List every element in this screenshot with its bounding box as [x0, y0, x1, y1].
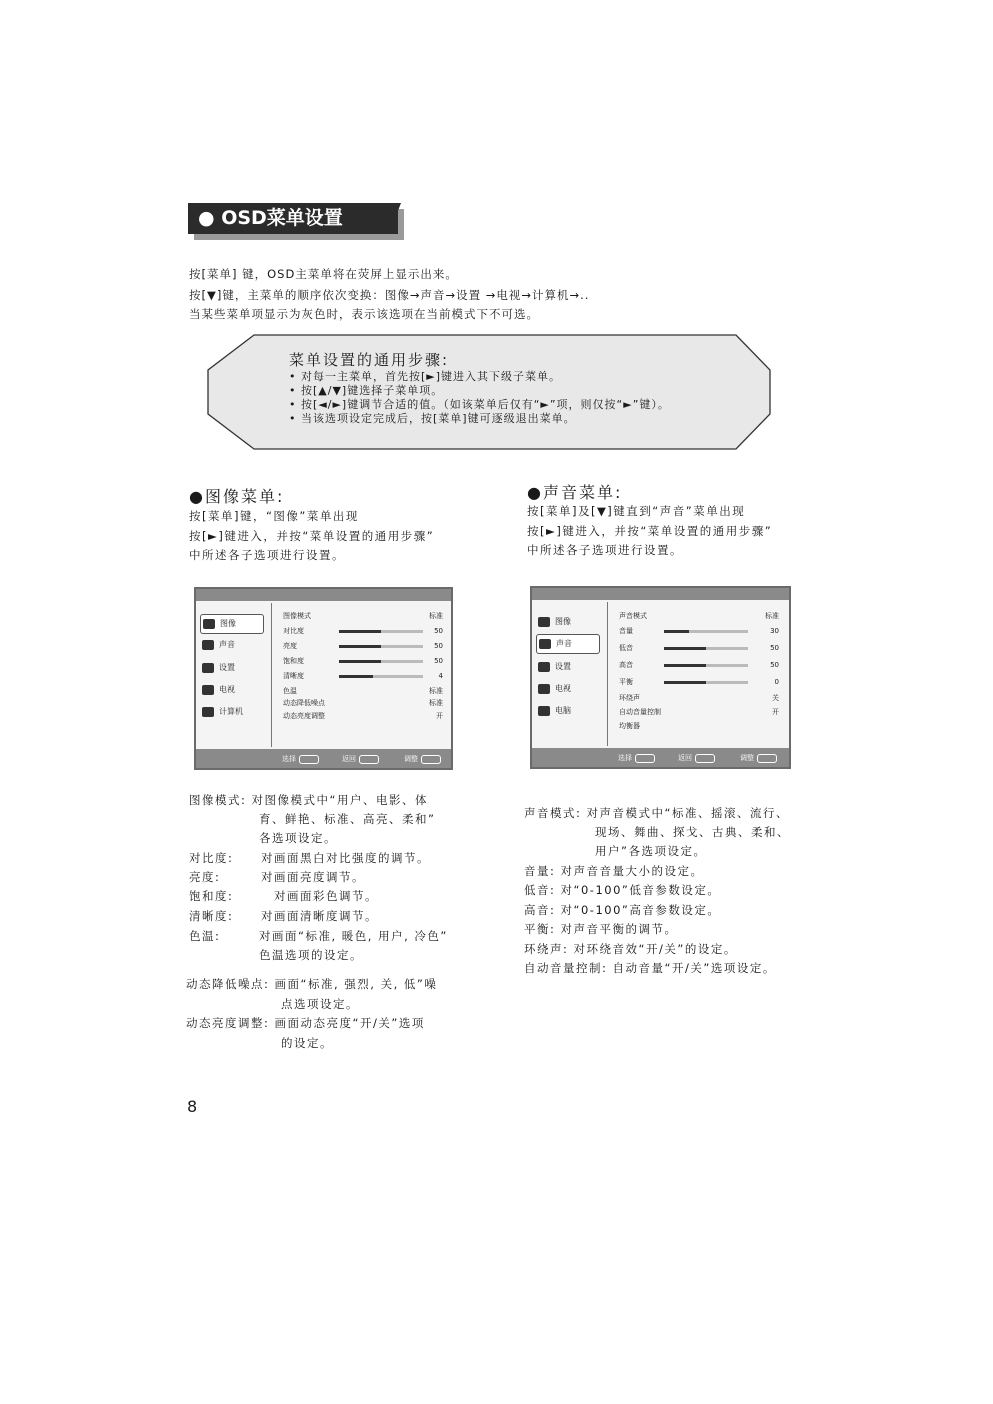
sound-desc-2: 现场、舞曲、探戈、古典、柔和、	[595, 825, 790, 839]
picture-line-3: 中所述各子选项进行设置。	[189, 548, 345, 562]
steps-title: 菜单设置的通用步骤:	[289, 351, 450, 369]
slider-track[interactable]	[339, 660, 423, 663]
sound-desc-8: 环绕声: 对环绕音效“开/关”的设定。	[524, 942, 737, 956]
footer-back[interactable]: 返回	[342, 752, 379, 766]
footer-select[interactable]: 选择	[618, 751, 655, 765]
slider-track[interactable]	[664, 630, 748, 633]
nav-settings[interactable]: 设置	[536, 658, 598, 676]
sound-line-2: 按[►]键进入，并按“菜单设置的通用步骤”	[527, 524, 773, 538]
computer-icon	[202, 707, 214, 717]
speaker-icon	[539, 639, 551, 649]
picture-desc-6: 亮度:	[189, 870, 221, 884]
step-3: • 按[◄/►]键调节合适的值。（如该菜单后仅有“►”项，则仅按“►”键）。	[289, 398, 670, 411]
slider-track[interactable]	[664, 664, 748, 667]
sound-menu-screen	[530, 586, 791, 769]
nav-computer[interactable]: 电脑	[536, 702, 598, 720]
slider-track[interactable]	[664, 647, 748, 650]
nav-settings[interactable]: 设置	[200, 659, 262, 677]
footer-back[interactable]: 返回	[678, 751, 715, 765]
picture-menu-screen	[194, 587, 453, 770]
intro-line-2: 按[▼]键，主菜单的顺序依次变换：图像→声音→设置 →电视→计算机→..	[189, 288, 590, 302]
menu-key-icon	[359, 755, 379, 764]
page-number: 8	[187, 1097, 198, 1116]
setting-row[interactable]: 环绕声 关	[619, 694, 779, 702]
sound-desc-3: 用户”各选项设定。	[595, 844, 707, 858]
menu-key-icon	[695, 754, 715, 763]
picture-desc-18: 的设定。	[281, 1036, 333, 1050]
picture-desc-9: 对画面彩色调节。	[274, 889, 378, 903]
page-title: ● OSD菜单设置	[198, 207, 343, 229]
sound-desc-4: 音量: 对声音音量大小的设定。	[524, 864, 704, 878]
picture-line-2: 按[►]键进入，并按“菜单设置的通用步骤”	[189, 529, 435, 543]
setting-row[interactable]: 清晰度 4	[283, 672, 443, 680]
picture-desc-5: 对画面黑白对比强度的调节。	[261, 851, 430, 865]
slider-fill	[339, 660, 381, 663]
nav-tv[interactable]: 电视	[200, 681, 262, 699]
picture-desc-1: 图像模式: 对图像模式中“用户、电影、体	[189, 793, 428, 807]
screen-top-bar	[532, 588, 789, 600]
slider-fill	[339, 675, 373, 678]
slider-track[interactable]	[339, 630, 423, 633]
sound-line-3: 中所述各子选项进行设置。	[527, 543, 683, 557]
setting-row[interactable]: 色温 标准	[283, 687, 443, 695]
picture-desc-2: 育、鲜艳、标准、高亮、柔和”	[259, 812, 436, 826]
screen-divider	[607, 602, 608, 746]
picture-desc-15: 动态降低噪点: 画面“标准, 强烈, 关, 低”噪	[186, 977, 438, 991]
intro-line-3: 当某些菜单项显示为灰色时，表示该选项在当前模式下不可选。	[189, 307, 539, 321]
slider-fill	[339, 630, 381, 633]
computer-icon	[538, 706, 550, 716]
picture-desc-11: 对画面清晰度调节。	[261, 909, 378, 923]
sound-desc-1: 声音模式: 对声音模式中“标准、摇滚、流行、	[524, 806, 789, 820]
sound-desc-7: 平衡: 对声音平衡的调节。	[524, 922, 678, 936]
setting-row[interactable]: 音量 30	[619, 627, 779, 635]
slider-fill	[664, 681, 706, 684]
setting-row[interactable]: 声音模式 标准	[619, 612, 779, 620]
picture-desc-16: 点选项设定。	[281, 997, 359, 1011]
sound-desc-5: 低音: 对“0-100”低音参数设定。	[524, 883, 721, 897]
picture-desc-12: 色温:	[189, 929, 221, 943]
picture-desc-8: 饱和度:	[189, 889, 234, 903]
picture-desc-17: 动态亮度调整: 画面动态亮度“开/关”选项	[186, 1016, 425, 1030]
setting-row[interactable]: 自动音量控制 开	[619, 708, 779, 716]
picture-desc-3: 各选项设定。	[259, 831, 337, 845]
setting-row[interactable]: 高音 50	[619, 661, 779, 669]
setting-row[interactable]: 均衡器	[619, 722, 640, 730]
setting-row[interactable]: 图像模式 标准	[283, 612, 443, 620]
slider-track[interactable]	[339, 675, 423, 678]
settings-icon	[538, 662, 550, 672]
step-2: • 按[▲/▼]键选择子菜单项。	[289, 384, 444, 397]
slider-fill	[339, 645, 381, 648]
screen-divider	[271, 603, 272, 747]
picture-menu-title: ●图像菜单:	[189, 487, 285, 506]
nav-tv[interactable]: 电视	[536, 680, 598, 698]
slider-fill	[664, 647, 706, 650]
speaker-icon	[202, 640, 214, 650]
setting-row[interactable]: 动态亮度调整 开	[283, 712, 443, 720]
sound-menu-title: ●声音菜单:	[527, 483, 623, 502]
setting-row[interactable]: 亮度 50	[283, 642, 443, 650]
sound-line-1: 按[菜单]及[▼]键直到“声音”菜单出现	[527, 504, 746, 518]
sound-desc-6: 高音: 对“0-100”高音参数设定。	[524, 903, 721, 917]
screen-top-bar	[196, 589, 451, 601]
nav-picture[interactable]: 图像	[536, 613, 598, 631]
picture-line-1: 按[菜单]键，“图像”菜单出现	[189, 509, 359, 523]
footer-adjust[interactable]: 调整	[740, 751, 777, 765]
nav-sound[interactable]: 声音	[536, 634, 600, 654]
step-1: • 对每一主菜单，首先按[►]键进入其下级子菜单。	[289, 370, 562, 383]
setting-row[interactable]: 低音 50	[619, 644, 779, 652]
intro-line-1: 按[菜单] 键，OSD主菜单将在荧屏上显示出来。	[189, 267, 458, 281]
picture-icon	[203, 619, 215, 629]
setting-row[interactable]: 平衡 0	[619, 678, 779, 686]
settings-icon	[202, 663, 214, 673]
nav-picture[interactable]: 图像	[200, 614, 264, 634]
setting-row[interactable]: 动态降低噪点 标准	[283, 699, 443, 707]
tv-icon	[202, 685, 214, 695]
footer-select[interactable]: 选择	[282, 752, 319, 766]
picture-desc-10: 清晰度:	[189, 909, 234, 923]
up-down-key-icon	[299, 755, 319, 764]
picture-icon	[538, 617, 550, 627]
slider-fill	[664, 630, 689, 633]
picture-desc-4: 对比度:	[189, 851, 234, 865]
slider-track[interactable]	[339, 645, 423, 648]
slider-fill	[664, 664, 706, 667]
sound-desc-9: 自动音量控制: 自动音量“开/关”选项设定。	[524, 961, 776, 975]
step-4: • 当该选项设定完成后，按[菜单]键可逐级退出菜单。	[289, 412, 576, 425]
picture-desc-13: 对画面“标准, 暖色, 用户, 冷色”	[259, 929, 448, 943]
nav-sound[interactable]: 声音	[200, 636, 262, 654]
setting-row[interactable]: 饱和度 50	[283, 657, 443, 665]
up-down-key-icon	[635, 754, 655, 763]
tv-icon	[538, 684, 550, 694]
picture-desc-7: 对画面亮度调节。	[261, 870, 365, 884]
title-banner-tip	[389, 203, 401, 234]
picture-desc-14: 色温选项的设定。	[259, 948, 363, 962]
slider-track[interactable]	[664, 681, 748, 684]
left-right-key-icon	[421, 755, 441, 764]
setting-row[interactable]: 对比度 50	[283, 627, 443, 635]
nav-computer[interactable]: 计算机	[200, 703, 262, 721]
left-right-key-icon	[757, 754, 777, 763]
footer-adjust[interactable]: 调整	[404, 752, 441, 766]
